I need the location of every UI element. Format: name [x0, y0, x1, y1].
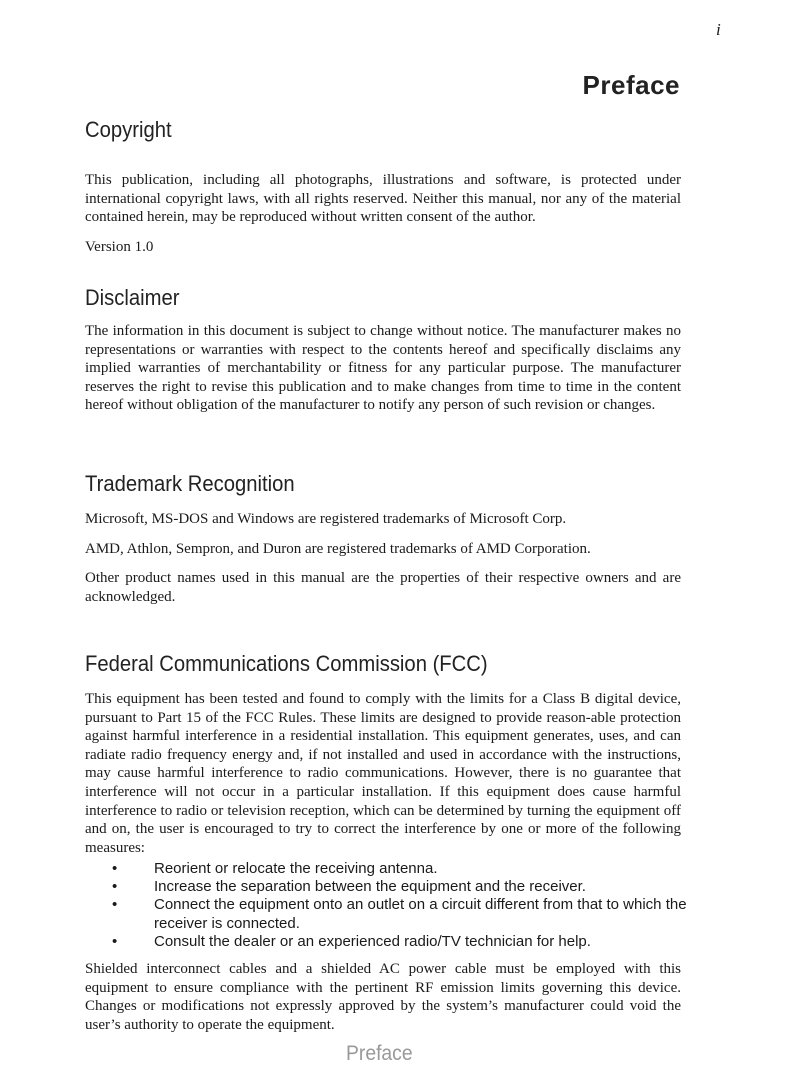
trademark-paragraph-others: Other product names used in this manual are the properties of their respective owners and are acknowledged.	[85, 570, 681, 605]
copyright-heading: Copyright	[85, 117, 172, 142]
list-item	[85, 933, 695, 951]
page-number: i	[716, 20, 721, 39]
page-title: Preface	[582, 70, 680, 100]
bullet-icon: •	[112, 896, 118, 914]
list-item-text: Consult the dealer or an experienced radio/TV technician for help.	[154, 932, 591, 950]
list-item-text: Connect the equipment onto an outlet on a circuit different from that to which the receiver is connected.	[154, 896, 687, 932]
disclaimer-paragraph: The information in this document is subject to change without notice. The manufacturer makes no representations or warranties with respect to the contents hereof and specifically disclaims any implied warranties of merchantability or fitness for any particular purpose. The manufacturer reserves the right to revise this publication and to make changes from time to time in the content hereof without obligation of the manufacturer to notify any person of such revision or changes.	[85, 323, 681, 414]
disclaimer-heading: Disclaimer	[85, 285, 180, 310]
bullet-icon: •	[112, 878, 118, 896]
version-text: Version 1.0	[85, 239, 154, 255]
trademark-paragraph-microsoft: Microsoft, MS-DOS and Windows are registered trademarks of Microsoft Corp.	[85, 511, 567, 527]
fcc-closing-paragraph: Shielded interconnect cables and a shielded AC power cable must be employed with this equipment to ensure compliance with the pertinent RF emission limits governing this device. Changes or modifications not expressly approved by the system’s manufacturer could void the user’s authority to operate the equipment.	[85, 961, 681, 1033]
copyright-paragraph: This publication, including all photographs, illustrations and software, is protected under international copyright laws, with all rights reserved. Neither this manual, nor any of the material contained herein, may be reproduced without written consent of the author.	[85, 172, 681, 226]
list-item-text: Reorient or relocate the receiving antenna.	[154, 860, 438, 877]
trademark-paragraph-amd: AMD, Athlon, Sempron, and Duron are registered trademarks of AMD Corporation.	[85, 541, 591, 557]
trademark-heading: Trademark Recognition	[85, 471, 295, 496]
fcc-measures-list	[85, 860, 695, 951]
list-item-text: Increase the separation between the equipment and the receiver.	[154, 878, 586, 896]
footer-section-label: Preface	[346, 1042, 413, 1065]
bullet-icon: •	[112, 860, 118, 877]
list-item	[85, 896, 695, 932]
fcc-intro-paragraph: This equipment has been tested and found to comply with the limits for a Class B digital device, pursuant to Part 15 of the FCC Rules. These limits are designed to provide reason-able protection against harmful interference in a residential installation. This equipment generates, uses, and can radiate radio frequency energy and, if not installed and used in accordance with the instructions, may cause harmful interference to radio communications. However, there is no guarantee that interference will not occur in a particular installation. If this equipment does cause harmful interference to radio or television reception, which can be determined by turning the equipment off and on, the user is encouraged to try to correct the interference by one or more of the following measures:	[85, 691, 681, 856]
bullet-icon: •	[112, 932, 118, 950]
list-item	[85, 860, 695, 878]
fcc-heading: Federal Communications Commission (FCC)	[85, 651, 488, 676]
list-item	[85, 878, 695, 896]
